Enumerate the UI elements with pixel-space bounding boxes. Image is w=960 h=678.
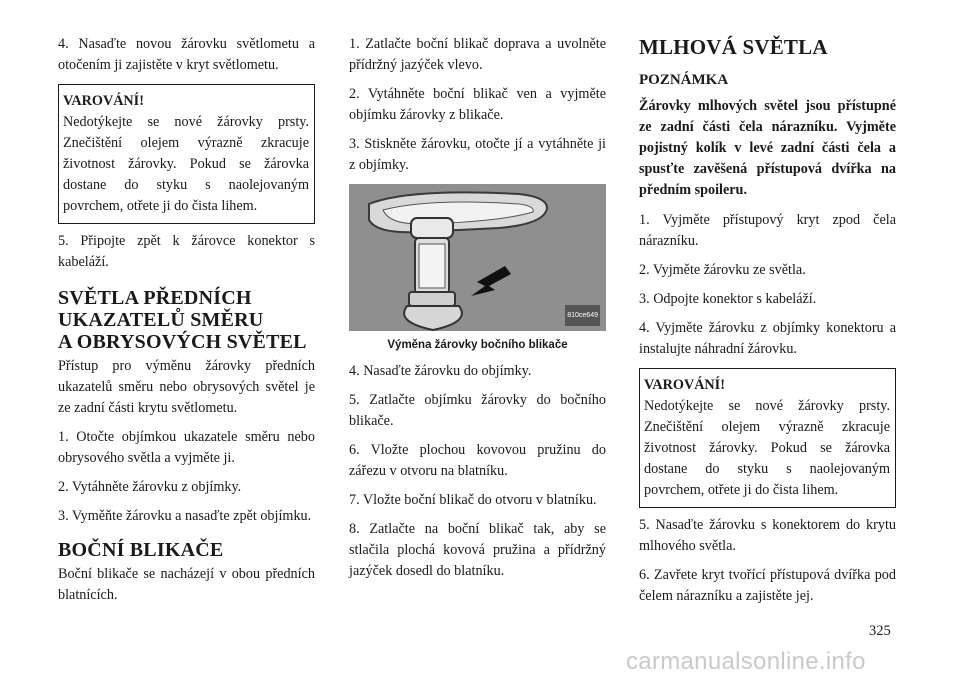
side-marker-step-1: 1. Zatlačte boční blikač doprava a uvolněte přídržný jazýček vlevo. [349, 36, 606, 73]
warning-title: VAROVÁNÍ! [63, 93, 144, 109]
side-marker-step-6: 6. Vložte plochou kovovou pružinu do zářezu v otvoru na blatníku. [349, 442, 606, 479]
fog-step-1: 1. Vyjměte přístupový kryt zpod čela nárazníku. [639, 212, 896, 249]
heading-line: SVĚTLA PŘEDNÍCH [58, 287, 252, 309]
column-right [639, 34, 896, 615]
warning-box [58, 84, 315, 224]
figure-code: 810ce649 [565, 305, 600, 326]
page-number: 325 [869, 623, 891, 639]
side-marker-step-5: 5. Zatlačte objímku žárovky do bočního blikače. [349, 392, 606, 429]
turn-signal-step-2: 2. Vytáhněte žárovku z objímky. [58, 479, 242, 495]
note-text: Žárovky mlhových světel jsou přístupné ze zadní části čela nárazníku. Vyjměte pojistný kolík v levé zadní části čela a spusťte zavěšená přístupová dvířka na předním spoileru. [639, 98, 896, 198]
warning-text: Nedotýkejte se nové žárovky prsty. Znečištění olejem výrazně zkracuje životnost žárovky. Pokud se žárovka dostane do styku s naolejovaným povrchem, otřete ji do čista lihem. [644, 398, 890, 498]
step-4-headlamp: 4. Nasaďte novou žárovku světlometu a otočením ji zajistěte v kryt světlometu. [58, 36, 315, 73]
column-left [58, 34, 315, 614]
section-heading-fog-lamps: MLHOVÁ SVĚTLA [639, 35, 828, 59]
section-heading-turn-signals [58, 287, 315, 353]
fog-step-2: 2. Vyjměte žárovku ze světla. [639, 262, 806, 278]
turn-signal-intro: Přístup pro výměnu žárovky předních ukazatelů směru nebo obrysových světel je ze zadní části krytu světlometu. [58, 358, 315, 416]
section-heading-side-markers: BOČNÍ BLIKAČE [58, 539, 224, 561]
watermark: carmanualsonline.info [626, 648, 866, 675]
heading-line: UKAZATELŮ SMĚRU [58, 309, 264, 331]
figure-caption: Výměna žárovky bočního blikače [387, 339, 568, 351]
turn-signal-step-3: 3. Vyměňte žárovku a nasaďte zpět objímku. [58, 508, 312, 524]
warning-text: Nedotýkejte se nové žárovky prsty. Znečištění olejem výrazně zkracuje životnost žárovky. Pokud se žárovka dostane do styku s naolejovaným povrchem, otřete ji do čista lihem. [63, 114, 309, 214]
column-middle [349, 34, 606, 590]
turn-signal-step-1: 1. Otočte objímkou ukazatele směru nebo obrysového světla a vyjměte ji. [58, 429, 315, 466]
side-marker-step-8: 8. Zatlačte na boční blikač tak, aby se stlačila plochá kovová pružina a přídržný jazýček dosedl do blatníku. [349, 521, 606, 579]
note-title: POZNÁMKA [639, 72, 729, 88]
side-marker-step-2: 2. Vytáhněte boční blikač ven a vyjměte objímku žárovky z blikače. [349, 86, 606, 123]
warning-box [639, 368, 896, 508]
side-marker-step-3: 3. Stiskněte žárovku, otočte jí a vytáhněte ji z objímky. [349, 136, 606, 173]
side-marker-illustration [349, 184, 606, 331]
step-5-headlamp: 5. Připojte zpět k žárovce konektor s kabeláží. [58, 233, 315, 270]
heading-line: A OBRYSOVÝCH SVĚTEL [58, 331, 307, 353]
warning-title: VAROVÁNÍ! [644, 377, 725, 393]
side-marker-step-7: 7. Vložte boční blikač do otvoru v blatníku. [349, 492, 597, 508]
fog-step-6: 6. Zavřete kryt tvořící přístupová dvířka pod čelem nárazníku a zajistěte jej. [639, 567, 896, 604]
fog-step-4: 4. Vyjměte žárovku z objímky konektoru a instalujte náhradní žárovku. [639, 320, 896, 357]
fog-step-3: 3. Odpojte konektor s kabeláží. [639, 291, 817, 307]
fog-step-5: 5. Nasaďte žárovku s konektorem do krytu mlhového světla. [639, 517, 896, 554]
side-marker-intro: Boční blikače se nacházejí v obou předních blatnících. [58, 566, 315, 603]
side-marker-step-4: 4. Nasaďte žárovku do objímky. [349, 363, 532, 379]
